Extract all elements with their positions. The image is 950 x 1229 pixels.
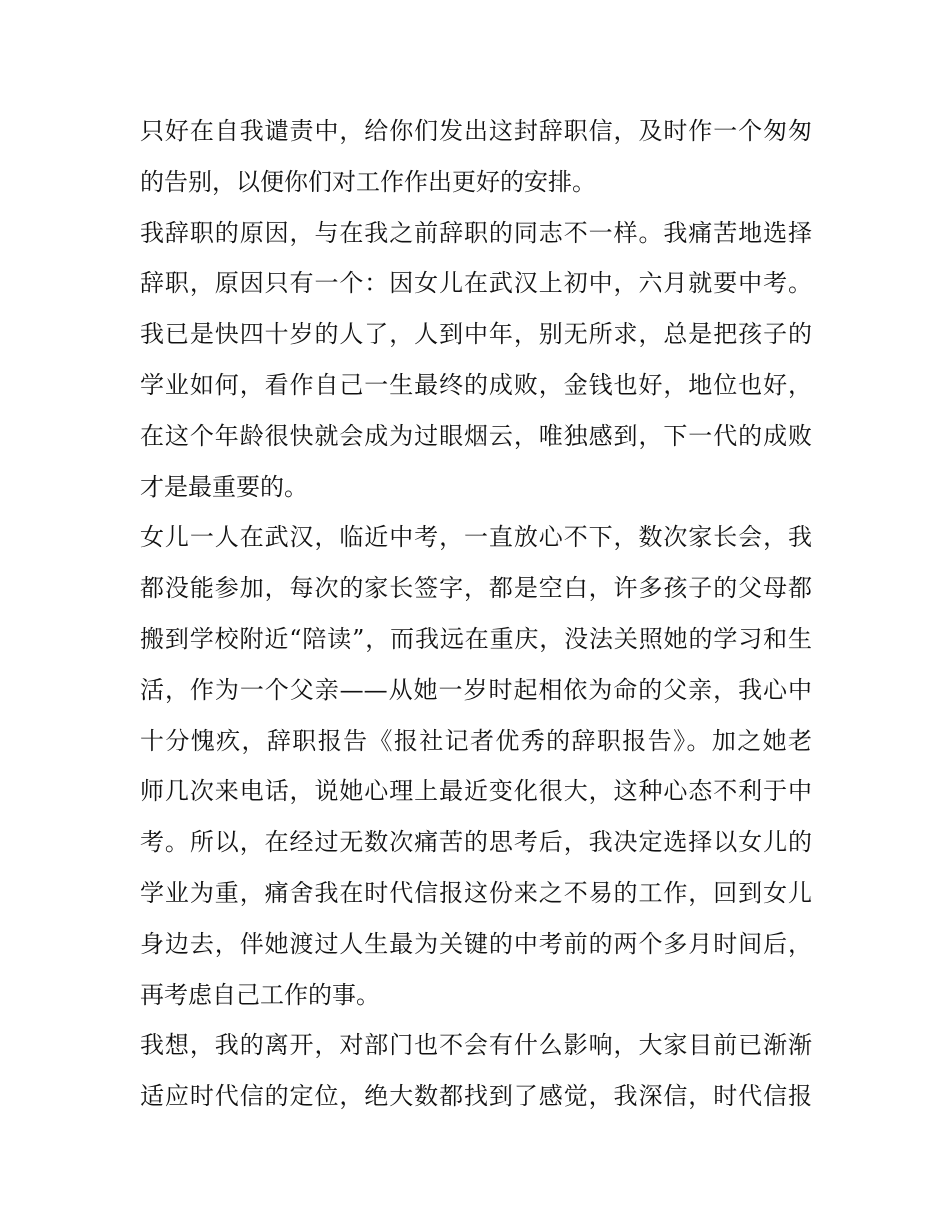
text-line: 师几次来电话，说她心理上最近变化很大，这种心态不利于中 xyxy=(140,777,812,806)
text-line: 活，作为一个父亲——从她一岁时起相依为命的父亲，我心中 xyxy=(140,675,812,704)
text-line: 辞职，原因只有一个：因女儿在武汉上初中，六月就要中考。 xyxy=(140,269,812,298)
text-line: 适应时代信的定位，绝大数都找到了感觉，我深信，时代信报 xyxy=(140,1082,812,1111)
text-line: 我想，我的离开，对部门也不会有什么影响，大家目前已渐渐 xyxy=(140,1031,812,1060)
text-line: 十分愧疚，辞职报告《报社记者优秀的辞职报告》。加之她老 xyxy=(140,726,812,755)
text-line: 考。所以，在经过无数次痛苦的思考后，我决定选择以女儿的 xyxy=(140,828,812,857)
text-line: 我辞职的原因，与在我之前辞职的同志不一样。我痛苦地选择 xyxy=(140,218,812,247)
text-line: 都没能参加，每次的家长签字，都是空白，许多孩子的父母都 xyxy=(140,574,812,603)
text-line: 再考虑自己工作的事。 xyxy=(140,980,380,1009)
text-line: 才是最重要的。 xyxy=(140,472,308,501)
text-line: 女儿一人在武汉，临近中考，一直放心不下，数次家长会，我 xyxy=(140,523,812,552)
text-line: 搬到学校附近“陪读”，而我远在重庆，没法关照她的学习和生 xyxy=(140,624,812,653)
text-line: 只好在自我谴责中，给你们发出这封辞职信，及时作一个匆匆 xyxy=(140,117,812,145)
body-text xyxy=(140,106,812,1122)
text-line: 的告别，以便你们对工作作出更好的安排。 xyxy=(140,167,596,196)
text-line: 学业如何，看作自己一生最终的成败，金钱也好，地位也好， xyxy=(140,370,812,399)
text-line: 身边去，伴她渡过人生最为关键的中考前的两个多月时间后， xyxy=(140,929,812,958)
text-line: 在这个年龄很快就会成为过眼烟云，唯独感到，下一代的成败 xyxy=(140,421,812,450)
text-line: 我已是快四十岁的人了，人到中年，别无所求，总是把孩子的 xyxy=(140,320,812,349)
text-line: 学业为重，痛舍我在时代信报这份来之不易的工作，回到女儿 xyxy=(140,878,812,907)
